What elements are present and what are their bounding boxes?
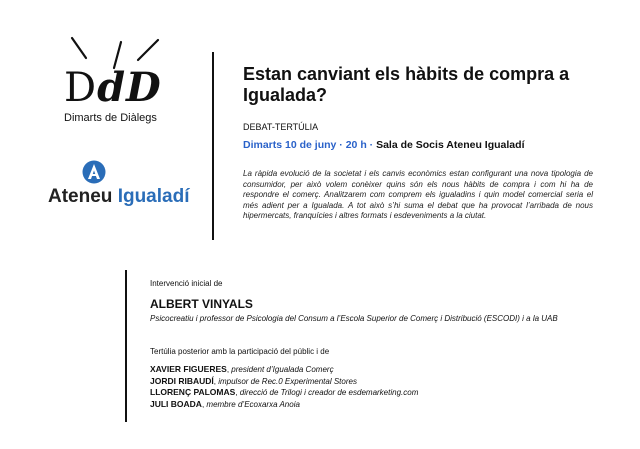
participant-item: LLORENÇ PALOMAS, direcció de Trilogi i creador de esdemarketing.com — [150, 387, 419, 397]
participant-item: JULI BOADA, membre d’Ecoxarxa Anoia — [150, 398, 300, 409]
participant-item: JORDI RIBAUDÍ, impulsor de Rec.0 Experimental Stores — [150, 375, 357, 386]
participant-role: direcció de Trilogi i creador de esdemarketing.com — [239, 388, 419, 397]
ddd-logo-mark — [64, 64, 162, 111]
event-time: 20 h — [345, 139, 367, 151]
event-date: Dimarts 10 de juny — [243, 139, 337, 151]
participant-name: JULI BOADA — [150, 398, 202, 409]
event-when — [243, 139, 524, 152]
participant-item: XAVIER FIGUERES, president d’Igualada Comerç — [150, 364, 334, 374]
ddd-letter-middle: d — [97, 64, 127, 111]
speaker-name: ALBERT VINYALS — [150, 297, 253, 311]
header-divider — [212, 52, 214, 240]
speaker-role: Psicocreatiu i professor de Psicologia del Consum a l’Escola Superior de Comerç i Distribució (ESCODI) i a la UAB — [150, 314, 558, 323]
event-venue: Sala de Socis Ateneu Igualadí — [376, 139, 525, 151]
ateneu-word-1: Ateneu — [48, 186, 113, 207]
debate-label: Tertúlia posterior amb la participació del públic i de — [150, 347, 330, 356]
event-description: La ràpida evolució de la societat i els canvis econòmics estan configurant una nova tipologia de consumidor, per això volem conèixer quins són els nous hàbits de compra i com hi ha de respondre el comerç. Analitzarem com comprem els igualadins i quin model comercial seria el més adient per a Igualada. A tot això s’hi suma el debat que ha provocat l’arribada de nous hipermercats, franquícies i altres formats i esdeveniments a la ciutat. — [243, 169, 593, 221]
participant-name: LLORENÇ PALOMAS — [150, 387, 236, 397]
participant-role: president d’Igualada Comerç — [231, 365, 334, 374]
participant-name: XAVIER FIGUERES — [150, 364, 227, 374]
participant-role: membre d’Ecoxarxa Anoia — [206, 399, 300, 409]
participant-name: JORDI RIBAUDÍ — [150, 375, 214, 386]
ddd-logo-caption: Dimarts de Diàlegs — [64, 112, 157, 124]
participant-role: impulsor de Rec.0 Experimental Stores — [218, 376, 357, 386]
event-title: Estan canviant els hàbits de compra a Igualada? — [243, 64, 570, 105]
ddd-letter-first: D — [64, 65, 98, 111]
event-separator-2: · — [369, 139, 374, 151]
participant-list — [150, 364, 418, 410]
ateneu-word-2: Igualadí — [117, 186, 190, 207]
section-divider — [125, 270, 127, 422]
event-category: DEBAT-TERTÚLIA — [243, 122, 319, 132]
event-separator-1: · — [339, 139, 343, 151]
intro-label: Intervenció inicial de — [150, 279, 223, 288]
ddd-letter-last: D — [126, 64, 162, 111]
ateneu-logo-icon — [82, 160, 106, 184]
ateneu-logo-wordmark — [48, 186, 189, 208]
